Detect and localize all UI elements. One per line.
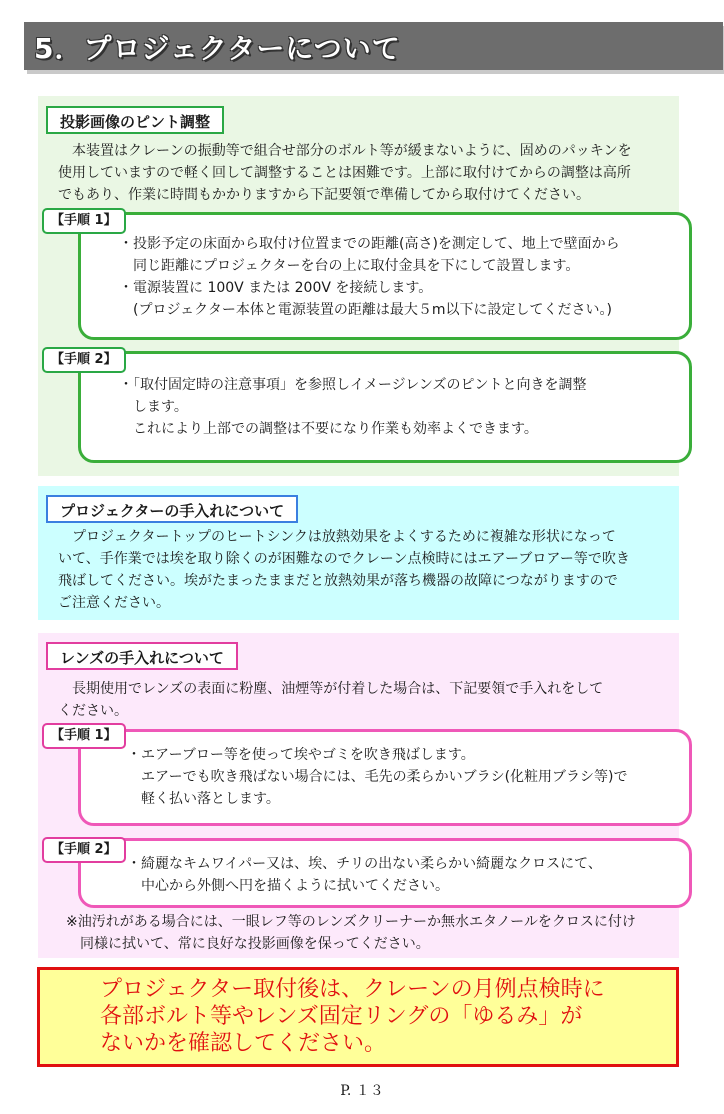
body-line: 飛ばしてください。埃がたまったままだと放熱効果が落ち機器の故障につながりますので — [58, 573, 618, 589]
notice-line: プロジェクター取付後は、クレーンの月例点検時に — [100, 977, 605, 1002]
chapter-header — [24, 22, 723, 70]
step-line: します。 — [119, 399, 188, 415]
step-line: 中心から外側へ円を描くように拭いてください。 — [127, 878, 449, 894]
intro-line: 使用していますので軽く回して調整することは困難です。上部に取付けてからの調整は高所 — [58, 165, 631, 181]
section-body — [58, 526, 630, 614]
step-line: エアーでも吹き飛ばない場合には、毛先の柔らかいブラシ(化粧用ブラシ等)で — [127, 769, 628, 785]
step-line: 同じ距離にプロジェクターを台の上に取付金具を下にして設置します。 — [119, 258, 580, 274]
section-lens-care — [38, 633, 679, 958]
step-line: ・電源装置に 100V または 200V を接続します。 — [119, 280, 433, 296]
intro-line: 長期使用でレンズの表面に粉塵、油煙等が付着した場合は、下記要領で手入れをして — [58, 681, 604, 697]
inspection-notice — [37, 967, 679, 1067]
section-intro — [58, 140, 632, 206]
section-focus-adjustment — [38, 96, 679, 476]
intro-line: ください。 — [58, 703, 128, 719]
step-line: ・「取付固定時の注意事項」を参照しイメージレンズのピントと向きを調整 — [119, 377, 587, 393]
step-label: 【手順 2】 — [42, 837, 126, 863]
body-line: ご注意ください。 — [58, 595, 170, 611]
lens-note — [66, 911, 636, 955]
chapter-title: 5．プロジェクターについて — [34, 32, 401, 65]
step-line: これにより上部での調整は不要になり作業も効率よくできます。 — [119, 421, 538, 437]
step-label: 【手順 2】 — [42, 347, 126, 373]
step-line: ・エアーブロー等を使って埃やゴミを吹き飛ばします。 — [127, 747, 475, 763]
note-line: ※油汚れがある場合には、一眼レフ等のレンズクリーナーか無水エタノールをクロスに付け — [66, 914, 636, 930]
page-number: P. １３ — [340, 1083, 384, 1099]
step-box — [78, 838, 692, 908]
step-box — [78, 729, 692, 826]
body-line: プロジェクタートップのヒートシンクは放熱効果をよくするために複雑な形状になって — [58, 529, 616, 545]
step-line: 軽く払い落とします。 — [127, 791, 280, 807]
section-title: レンズの手入れについて — [46, 642, 238, 670]
section-projector-care — [38, 486, 679, 620]
section-title: 投影画像のピント調整 — [46, 106, 224, 134]
step-label: 【手順 1】 — [42, 208, 126, 234]
step-label: 【手順 1】 — [42, 723, 126, 749]
section-title: プロジェクターの手入れについて — [46, 495, 298, 523]
step-box — [78, 351, 692, 463]
body-line: いて、手作業では埃を取り除くのが困難なのでクレーン点検時にはエアーブロアー等で吹き — [58, 551, 630, 567]
notice-line: 各部ボルト等やレンズ固定リングの「ゆるみ」が — [100, 1004, 583, 1029]
intro-line: 本装置はクレーンの振動等で組合せ部分のボルト等が緩まないように、固めのパッキンを — [58, 143, 632, 159]
intro-line: でもあり、作業に時間もかかりますから下記要領で準備してから取付けてください。 — [58, 187, 590, 203]
section-intro — [58, 678, 603, 722]
notice-line: ないかを確認してください。 — [100, 1031, 387, 1056]
step-line: (プロジェクター本体と電源装置の距離は最大５m以下に設定してください。) — [119, 302, 612, 318]
note-line: 同様に拭いて、常に良好な投影画像を保ってください。 — [66, 936, 430, 952]
step-box — [78, 212, 692, 340]
step-line: ・投影予定の床面から取付け位置までの距離(高さ)を測定して、地上で壁面から — [119, 236, 620, 252]
step-line: ・綺麗なキムワイパー又は、埃、チリの出ない柔らかい綺麗なクロスにて、 — [127, 856, 602, 872]
